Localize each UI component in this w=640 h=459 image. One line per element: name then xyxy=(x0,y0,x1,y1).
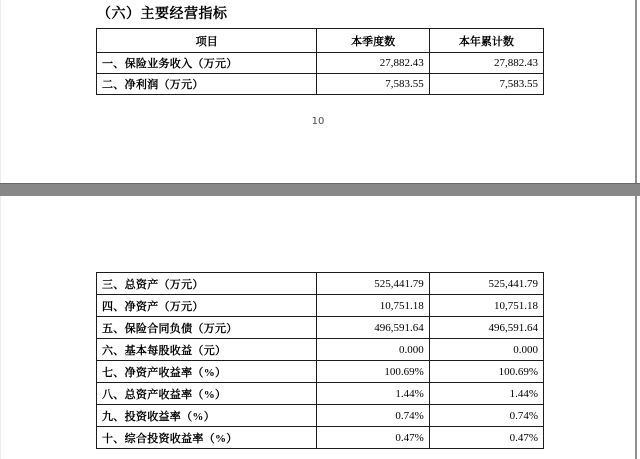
page-number: 10 xyxy=(311,116,325,127)
row-ytd-value: 100.69% xyxy=(429,361,543,383)
row-ytd-value: 7,583.55 xyxy=(429,74,543,95)
row-label: 八、总资产收益率（%） xyxy=(97,383,317,405)
table-row xyxy=(97,427,544,449)
row-quarter-value: 0.74% xyxy=(317,405,429,427)
header-quarter: 本季度数 xyxy=(317,29,429,53)
row-label: 一、保险业务收入（万元） xyxy=(97,53,317,74)
row-ytd-value: 1.44% xyxy=(429,383,543,405)
row-ytd-value: 496,591.64 xyxy=(429,317,543,339)
row-ytd-value: 27,882.43 xyxy=(429,53,543,74)
row-quarter-value: 27,882.43 xyxy=(317,53,429,74)
row-label: 四、净资产（万元） xyxy=(97,295,317,317)
row-quarter-value: 100.69% xyxy=(317,361,429,383)
row-label: 三、总资产（万元） xyxy=(97,273,317,295)
row-quarter-value: 0.47% xyxy=(317,427,429,449)
row-label: 九、投资收益率（%） xyxy=(97,405,317,427)
row-label: 二、净利润（万元） xyxy=(97,74,317,95)
table-row xyxy=(97,383,544,405)
page-gap-divider xyxy=(0,183,640,196)
row-quarter-value: 10,751.18 xyxy=(317,295,429,317)
row-ytd-value: 0.000 xyxy=(429,339,543,361)
header-item: 项目 xyxy=(97,29,317,53)
table-header-row xyxy=(97,29,544,53)
row-quarter-value: 7,583.55 xyxy=(317,74,429,95)
table-row xyxy=(97,74,544,95)
row-ytd-value: 0.47% xyxy=(429,427,543,449)
row-quarter-value: 496,591.64 xyxy=(317,317,429,339)
table-row xyxy=(97,295,544,317)
table-row xyxy=(97,53,544,74)
table-row xyxy=(97,273,544,295)
row-ytd-value: 10,751.18 xyxy=(429,295,543,317)
row-label: 六、基本每股收益（元） xyxy=(97,339,317,361)
table-row xyxy=(97,339,544,361)
section-title: （六）主要经营指标 xyxy=(97,7,228,22)
row-label: 十、综合投资收益率（%） xyxy=(97,427,317,449)
row-ytd-value: 525,441.79 xyxy=(429,273,543,295)
header-ytd: 本年累计数 xyxy=(429,29,543,53)
table-row xyxy=(97,405,544,427)
table-row xyxy=(97,317,544,339)
row-ytd-value: 0.74% xyxy=(429,405,543,427)
page-1 xyxy=(0,0,637,183)
row-quarter-value: 525,441.79 xyxy=(317,273,429,295)
row-label: 五、保险合同负债（万元） xyxy=(97,317,317,339)
indicators-table-page2 xyxy=(96,272,544,449)
row-label: 七、净资产收益率（%） xyxy=(97,361,317,383)
row-quarter-value: 0.000 xyxy=(317,339,429,361)
table-row xyxy=(97,361,544,383)
indicators-table-page1 xyxy=(96,28,544,95)
page-2 xyxy=(0,196,637,459)
row-quarter-value: 1.44% xyxy=(317,383,429,405)
